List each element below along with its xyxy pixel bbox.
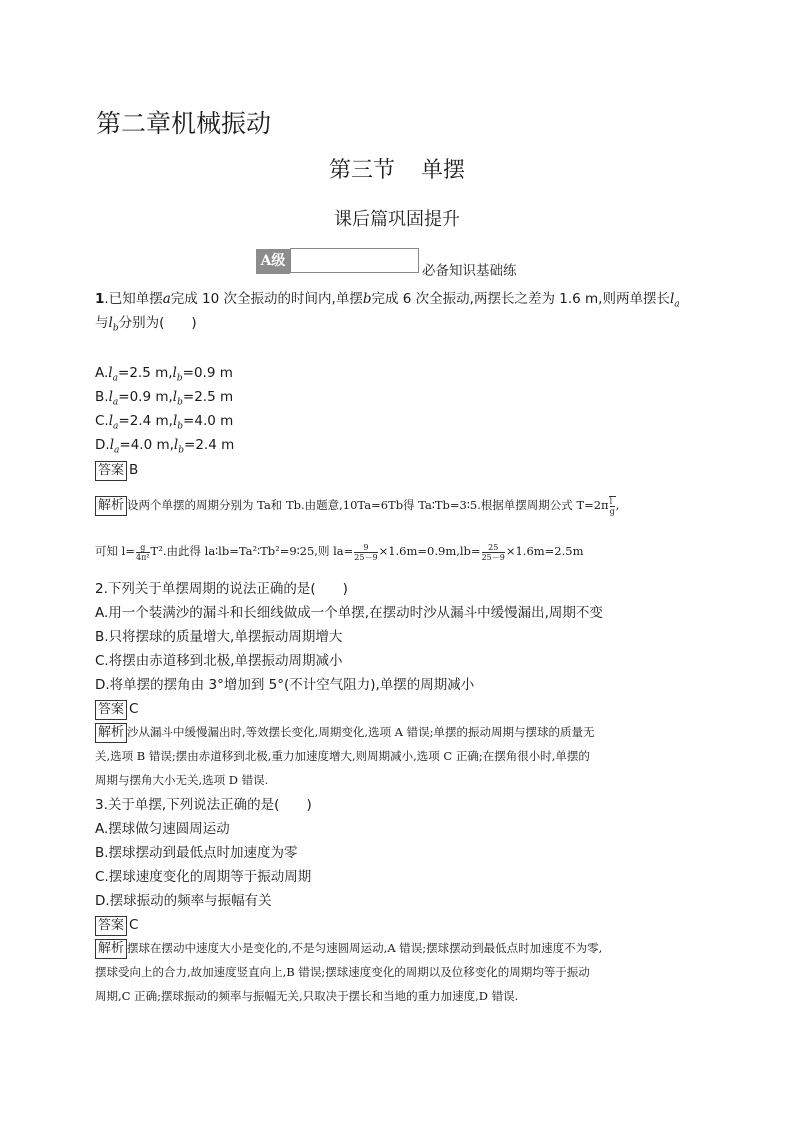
option-la: 2.4 m (129, 413, 169, 429)
section-title (0, 153, 794, 184)
q1-var-a: a (162, 291, 171, 307)
analysis-tag: 解析 (95, 723, 127, 743)
option-la: 0.9 m (129, 389, 169, 405)
option-la: 4.0 m (130, 437, 170, 453)
q2-option-d: D.将单摆的摆角由 3°增加到 5°(不计空气阻力),单摆的周期减小 (95, 677, 475, 693)
level-box (290, 248, 419, 273)
var-l: l (108, 365, 113, 381)
analysis-text: 摆球在摆动中速度大小是变化的,不是匀速圆周运动,A 错误;摆球摆动到最低点时加速度不为零, (127, 941, 603, 955)
q3-answer (95, 914, 138, 936)
sub-b: b (178, 445, 185, 456)
q1-var-l: l (669, 291, 675, 307)
var-l: l (172, 413, 178, 429)
sub-a: a (112, 373, 118, 384)
var-l: l (108, 389, 113, 405)
frac-num: 25 (482, 543, 505, 553)
option-lb: 2.4 m (195, 437, 235, 453)
q1-var-l: l (108, 315, 113, 331)
q1-answer (95, 459, 138, 481)
option-lb: 4.0 m (194, 413, 234, 429)
analysis-text: 可知 l= (95, 544, 135, 558)
frac-num: g (136, 543, 150, 553)
answer-tag: 答案 (95, 700, 127, 720)
sub-a: a (113, 421, 119, 432)
var-l: l (172, 389, 178, 405)
q3-option-b: B.摆球摆动到最低点时加速度为零 (95, 845, 298, 861)
q2-stem: 2.下列关于单摆周期的说法正确的是( ) (95, 581, 348, 597)
sqrt-num: l (610, 497, 615, 507)
analysis-text: 沙从漏斗中缓慢漏出时,等效摆长变化,周期变化,选项 A 错误;单摆的振动周期与摆球的质量无 (127, 725, 595, 739)
level-badge: A级 (256, 249, 290, 274)
q1-option-a: $A.l_a=2.5$ $m,l_b=0.9$ m (95, 365, 233, 384)
analysis-text: ×1.6m=0.9m,lb= (378, 544, 481, 558)
analysis-tag: 解析 (95, 496, 127, 516)
analysis-tag: 解析 (95, 939, 127, 959)
q3-analysis-line1 (95, 936, 602, 960)
q1-stem-text: 与 (95, 315, 109, 331)
option-lb: 0.9 m (193, 365, 233, 381)
answer-value: C (129, 701, 139, 717)
q2-option-c: C.将摆由赤道移到北极,单摆振动周期减小 (95, 653, 343, 669)
q1-var-b: b (362, 291, 372, 307)
q1-stem-line2 (95, 312, 197, 340)
q1-stem-text: 完成 10 次全振动的时间内,单摆 (170, 291, 363, 307)
q1-sub-a: a (674, 299, 680, 310)
answer-tag: 答案 (95, 916, 127, 936)
q1-option-c: $C.l_a=2.4$ $m,l_b=4.0$ m (95, 413, 234, 432)
analysis-text: 设两个单摆的周期分别为 Ta和 Tb.由题意,10Ta=6Tb得 Ta∶Tb=3∶5.根据单摆周期公式 T=2π (127, 498, 609, 512)
frac-num: 9 (354, 543, 377, 553)
section-name: 单摆 (421, 158, 466, 183)
sub-a: a (114, 445, 120, 456)
q3-option-d: D.摆球振动的频率与振幅有关 (95, 893, 272, 909)
q1-stem-text: 分别为( ) (118, 315, 197, 331)
q1-analysis-line2 (95, 539, 584, 563)
fraction-25-over-16 (482, 543, 505, 562)
section-number: 第三节 (328, 158, 395, 183)
var-l: l (108, 413, 114, 429)
sqrt-den: g (609, 507, 615, 516)
q3-stem: 3.关于单摆,下列说法正确的是( ) (95, 797, 312, 813)
var-l: l (109, 437, 115, 453)
fraction-9-over-16 (354, 543, 377, 562)
fraction-g-over-4pi2 (136, 543, 150, 562)
analysis-text: ×1.6m=2.5m (505, 544, 584, 558)
sqrt-l-over-g (609, 496, 616, 516)
option-letter: D. (95, 437, 110, 453)
q3-option-a: A.摆球做匀速圆周运动 (95, 821, 230, 837)
answer-value: B (129, 462, 139, 478)
q1-stem-text: 完成 6 次全振动,两摆长之差为 1.6 m,则两单摆长 (371, 291, 670, 307)
q1-stem-text: .已知单摆 (104, 291, 163, 307)
q1-sub-b: b (112, 323, 119, 334)
option-lb: 2.5 m (194, 389, 234, 405)
analysis-text: T².由此得 la∶lb=Ta²∶Tb²=9∶25,则 la= (150, 544, 354, 558)
q2-analysis-line1 (95, 720, 594, 744)
sub-a: a (112, 397, 119, 408)
q1-option-d: $D.l_a=4.0$ $m,l_b=2.4$ m (95, 437, 235, 456)
frac-den: 25－9 (354, 552, 378, 562)
q1-number: 1 (95, 291, 105, 307)
option-letter: C. (95, 413, 109, 429)
frac-den: 25－9 (481, 552, 505, 562)
q3-analysis-line2: 摆球受向上的合力,故加速度竖直向上,B 错误;摆球速度变化的周期以及位移变化的周期均等于振动 (95, 965, 590, 979)
frac-den: 4π² (135, 552, 150, 562)
q2-analysis-line3: 周期与摆角大小无关,选项 D 错误. (95, 773, 269, 787)
chapter-title: 第二章机械振动 (96, 109, 272, 138)
q3-option-c: C.摆球速度变化的周期等于振动周期 (95, 869, 312, 885)
var-l: l (172, 365, 177, 381)
sub-b: b (176, 373, 183, 384)
level-text: 必备知识基础练 (422, 263, 517, 279)
subheading: 课后篇巩固提升 (334, 209, 460, 230)
answer-value: C (129, 917, 139, 933)
q1-analysis-line1: 解析 设两个单摆的周期分别为 Ta和 Tb.由题意,10Ta=6Tb得 Ta∶Tb=3∶5.根据单摆周期公式 T=2π $\frac{l}{g}$ , (95, 493, 619, 517)
q2-answer (95, 698, 138, 720)
q2-option-a: A.用一个装满沙的漏斗和长细线做成一个单摆,在摆动时沙从漏斗中缓慢漏出,周期不变 (95, 605, 603, 621)
answer-tag: 答案 (95, 461, 127, 481)
var-l: l (173, 437, 179, 453)
q3-analysis-line3: 周期,C 正确;摆球振动的频率与振幅无关,只取决于摆长和当地的重力加速度,D 错误. (95, 989, 519, 1003)
option-la: 2.5 m (129, 365, 169, 381)
sub-b: b (177, 421, 184, 432)
option-letter: A. (95, 365, 109, 381)
option-letter: B. (95, 389, 109, 405)
q1-option-b: $B.l_a=0.9$ $m,l_b=2.5$ m (95, 389, 234, 408)
q2-option-b: B.只将摆球的质量增大,单摆振动周期增大 (95, 629, 343, 645)
sub-b: b (177, 397, 183, 408)
q2-analysis-line2: 关,选项 B 错误;摆由赤道移到北极,重力加速度增大,则周期减小,选项 C 正确;在摆角很小时,单摆的 (95, 749, 590, 763)
